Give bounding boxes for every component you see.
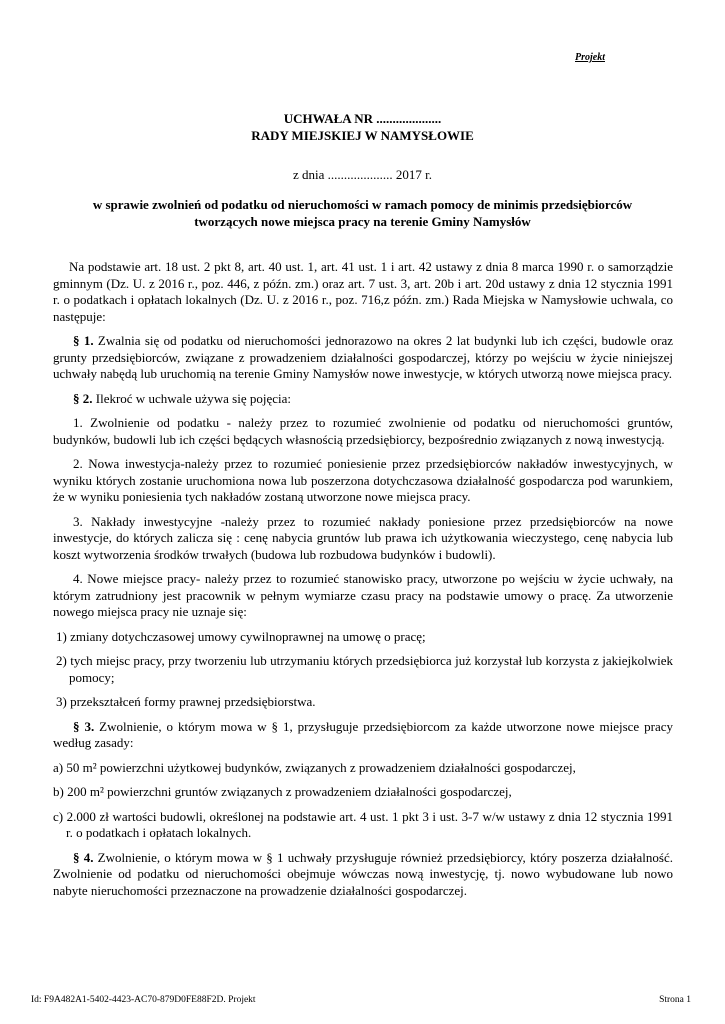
- paragraph-4: [53, 850, 673, 900]
- definition-3: 3. Nakłady inwestycyjne -należy przez to rozumieć nakłady poniesione przez przedsiębiorców na nowe inwestycje, do których zalicza się : cenę nabycia gruntów lub prawa ich użytkowania wieczystego, cenę nabycia lub koszt wytworzenia środków trwałych (budowa lub rozbudowa budynków i budowli).: [53, 513, 673, 562]
- paragraph-3: [53, 719, 673, 752]
- paragraph-2: [53, 391, 673, 408]
- resolution-title: [0, 110, 725, 144]
- preamble: Na podstawie art. 18 ust. 2 pkt 8, art. 40 ust. 1, art. 41 ust. 1 i art. 42 ustawy z dnia 8 marca 1990 r. o samorządzie gminnym (Dz. U. z 2016 r., poz. 446, z późn. zm.) oraz art. 7 ust. 3, art. 20b i art. 20d ustawy z dnia 12 stycznia 1991 r. o podatkach i opłatach lokalnych (Dz. U. z 2016 r., poz. 716,z późn. zm.) Rada Miejska w Namysłowie uchwala, co następuje:: [53, 259, 673, 324]
- title-line-1: UCHWAŁA NR ....................: [283, 111, 442, 126]
- resolution-body: [53, 259, 673, 907]
- subject-line-1: w sprawie zwolnień od podatku od nieruchomości w ramach pomocy de minimis przedsiębiorców: [92, 197, 633, 212]
- definition-2: 2. Nowa inwestycja-należy przez to rozumieć poniesienie przez przedsiębiorców nakładów inwestycyjnych, w wyniku których zostanie uruchomiona nowa lub poszerzona dotychczasowa działalność gospodarcza pod warunkiem, że w wyniku poniesienia tych nakładów zostaną utworzone nowe miejsca pracy.: [53, 456, 673, 504]
- document-id: Id: F9A482A1-5402-4423-AC70-879D0FE88F2D. Projekt: [31, 995, 256, 1005]
- paragraph-2-label: § 2.: [73, 390, 93, 406]
- paragraph-2-text: Ilekroć w uchwale używa się pojęcia:: [92, 390, 292, 406]
- resolution-date: z dnia .................... 2017 r.: [292, 167, 432, 182]
- paragraph-3-label: § 3.: [73, 718, 95, 734]
- page-number: Strona 1: [659, 995, 691, 1005]
- paragraph-4-text: Zwolnienie, o którym mowa w § 1 uchwały przysługuje również przedsiębiorcy, który poszerza działalność. Zwolnienie od podatku od nieruchomości obejmuje wówczas nową inwestycję, tj. nowo wybudowane lub nowo nabyte nieruchomości przeznaczone na prowadzenie działalności gospodarczej.: [53, 849, 673, 898]
- exclusion-item-2: 2) tych miejsc pracy, przy tworzeniu lub utrzymaniu których przedsiębiorca już korzystał lub korzysta z jakiejkolwiek pomocy;: [56, 653, 673, 685]
- rule-item-b: b) 200 m² powierzchni gruntów związanych z prowadzeniem działalności gospodarczej,: [53, 784, 512, 799]
- exclusion-item-1: 1) zmiany dotychczasowej umowy cywilnoprawnej na umowę o pracę;: [56, 628, 426, 644]
- paragraph-4-label: § 4.: [73, 849, 94, 865]
- rule-item-a: a) 50 m² powierzchni użytkowej budynków, związanych z prowadzeniem działalności gospodarczej,: [53, 759, 576, 775]
- paragraph-1-label: § 1.: [73, 333, 94, 348]
- definition-1: 1. Zwolnienie od podatku - należy przez to rozumieć zwolnienie od podatku od nieruchomości gruntów, budynków, budowli lub ich części będących własnością przedsiębiorcy, bezpośrednio związanych z nową inwestycją.: [53, 415, 673, 447]
- project-label: Projekt: [575, 52, 605, 63]
- paragraph-1: [53, 333, 673, 383]
- paragraph-3-text: Zwolnienie, o którym mowa w § 1, przysługuje przedsiębiorcom za każde utworzone nowe miejsce pracy według zasady:: [53, 718, 674, 750]
- title-line-2: RADY MIEJSKIEJ W NAMYSŁOWIE: [251, 128, 474, 143]
- exclusion-item-3: 3) przekształceń formy prawnej przedsiębiorstwa.: [56, 694, 316, 709]
- paragraph-1-text: Zwalnia się od podatku od nieruchomości jednorazowo na okres 2 lat budynki lub ich części, budowle oraz grunty przedsiębiorców, związane z prowadzeniem działalności gospodarczej, którzy po wejściu w życie niniejszej uchwały nabędą lub uruchomią na terenie Gminy Namysłów nowe inwestycje, w których utworzą nowe miejsca pracy.: [53, 333, 674, 381]
- definition-4: 4. Nowe miejsce pracy- należy przez to rozumieć stanowisko pracy, utworzone po wejściu w życie uchwały, na którym zatrudniony jest pracownik w pełnym wymiarze czasu pracy na podstawie umowy o pracę. Za utworzenie nowego miejsca pracy nie uznaje się:: [53, 571, 673, 619]
- subject-line-2: tworzących nowe miejsca pracy na terenie Gminy Namysłów: [194, 214, 531, 229]
- resolution-subject: [55, 196, 670, 230]
- rule-item-c: c) 2.000 zł wartości budowli, określonej na podstawie art. 4 ust. 1 pkt 3 i ust. 3-7 w/w ustawy z dnia 12 stycznia 1991 r. o podatkach i opłatach lokalnych.: [53, 808, 673, 840]
